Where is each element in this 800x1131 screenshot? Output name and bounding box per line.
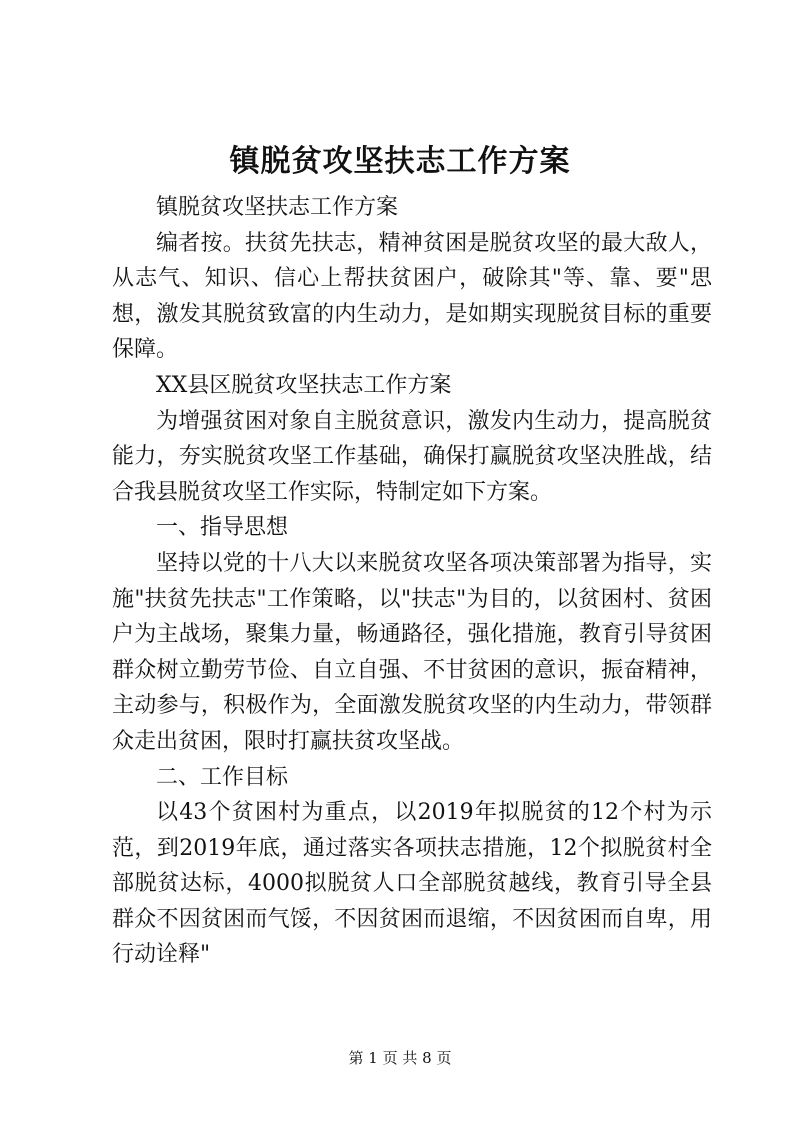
paragraph-subtitle: 镇脱贫攻坚扶志工作方案 bbox=[156, 195, 399, 220]
paragraph-guiding-ideology: 坚持以党的十八大以来脱贫攻坚各项决策部署为指导，实施"扶贫先扶志"工作策略，以"扶志"为目的，以贫困村、贫困户为主战场，聚集力量，畅通路径，强化措施，教育引导贫困群众树立勤劳节俭、自立自强、不甘贫困的意识，振奋精神，主动参与，积极作为，全面激发脱贫攻坚的内生动力，带领群众走出贫困，限时打赢扶贫攻坚战。 bbox=[112, 550, 712, 754]
paragraph-plan-title: XX县区脱贫攻坚扶志工作方案 bbox=[156, 372, 452, 398]
section-heading-work-goals: 二、工作目标 bbox=[156, 764, 289, 790]
paragraph-intro: 为增强贫困对象自主脱贫意识，激发内生动力，提高脱贫能力，夯实脱贫攻坚工作基础，确保打赢脱贫攻坚决胜战，结合我县脱贫攻坚工作实际，特制定如下方案。 bbox=[112, 408, 712, 505]
paragraph-editor-note: 编者按。扶贫先扶志，精神贫困是脱贫攻坚的最大敌人，从志气、知识、信心上帮扶贫困户，破除其"等、靠、要"思想，激发其脱贫致富的内生动力，是如期实现脱贫目标的重要保障。 bbox=[112, 230, 712, 363]
paragraph-work-goals: 以43个贫困村为重点，以2019年拟脱贫的12个村为示范，到2019年底，通过落实各项扶志措施，12个拟脱贫村全部脱贫达标，4000拟脱贫人口全部脱贫越线，教育引导全县群众不因贫困而气馁，不因贫困而退缩，不因贫困而自卑，用行动诠释" bbox=[112, 800, 712, 968]
page-number-footer: 第 1 页 共 8 页 bbox=[348, 1049, 452, 1067]
section-heading-guiding-ideology: 一、指导思想 bbox=[156, 515, 289, 541]
document-body bbox=[112, 190, 712, 973]
document-title: 镇脱贫攻坚扶志工作方案 bbox=[229, 144, 571, 179]
